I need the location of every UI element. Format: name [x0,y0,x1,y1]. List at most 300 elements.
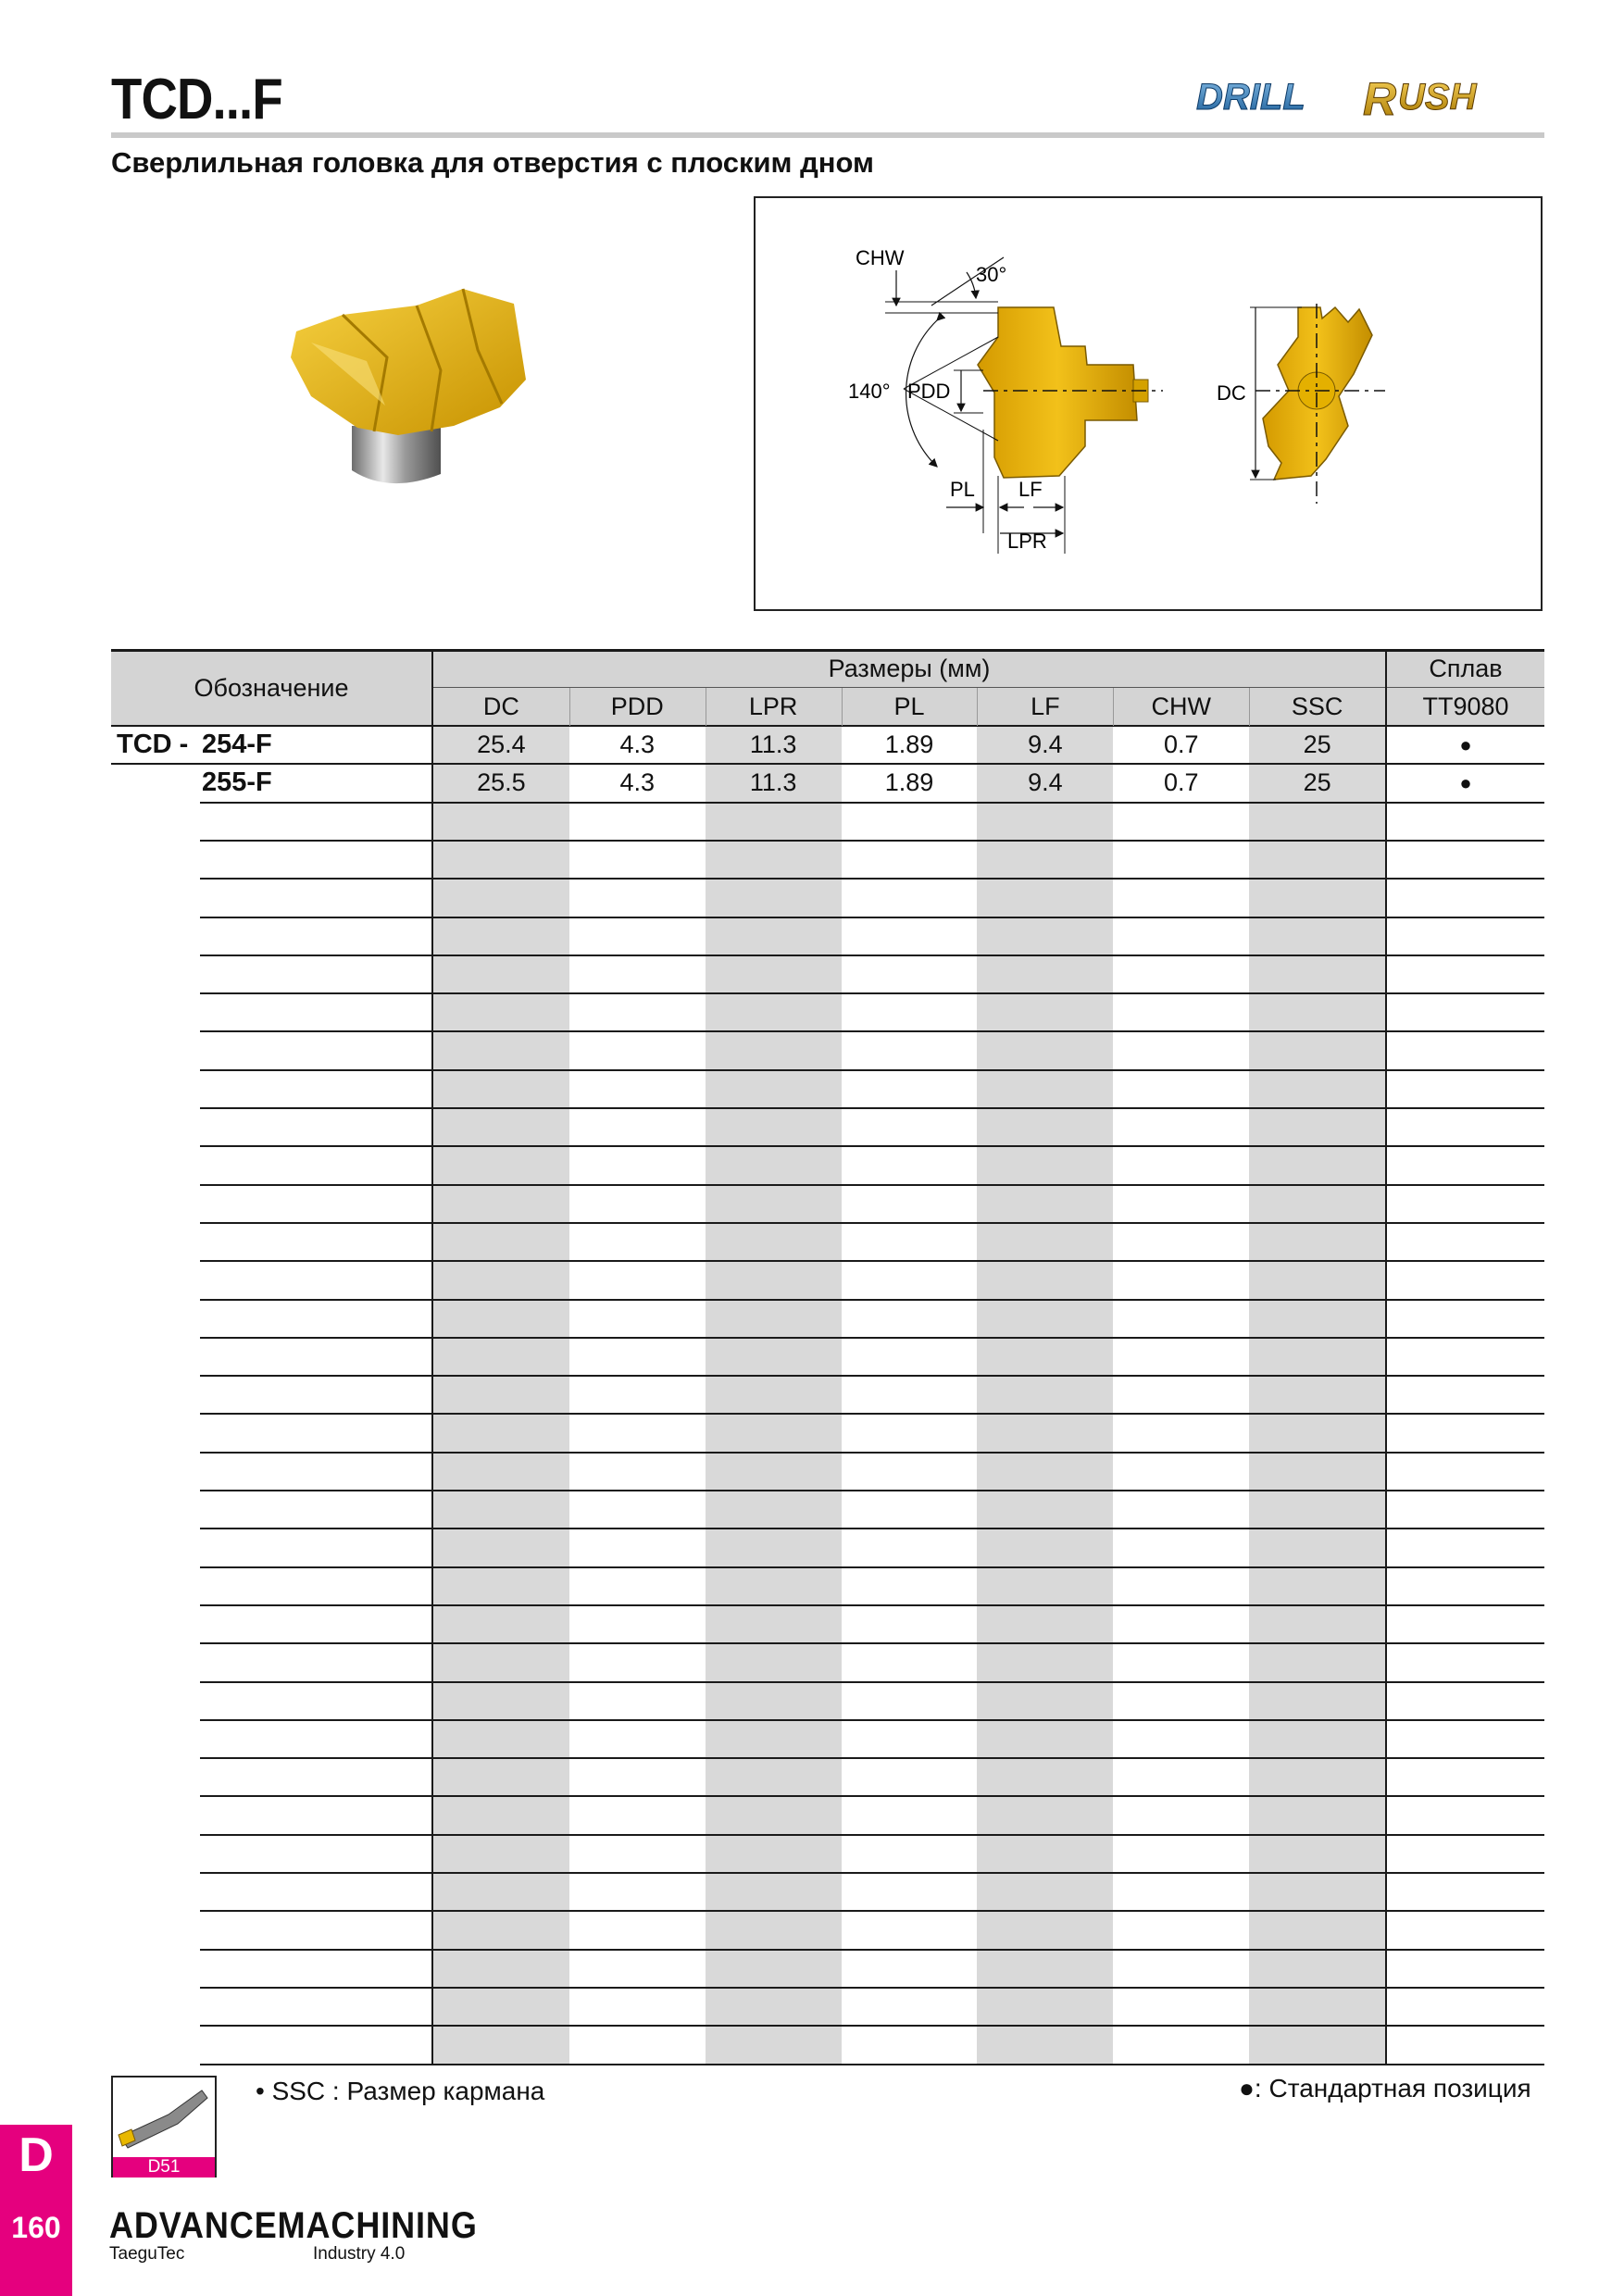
cell-pdd [569,1835,706,1873]
cell-pdd [569,1300,706,1338]
row-divider [200,1107,1544,1109]
column-divider [842,688,843,726]
grade-code-label: TT9080 [1422,693,1509,720]
row-divider [200,1834,1544,1836]
cell-ssc [1249,1758,1385,1796]
cell-pdd [569,1031,706,1069]
cell-dc [433,1376,569,1414]
cell-lf [977,803,1113,841]
cell-chw [1113,1567,1249,1605]
cell-dc [433,1491,569,1529]
advance-machining-logo [109,2205,478,2247]
grade-header-label: Сплав [1429,655,1503,682]
cell-chw [1113,1261,1249,1299]
row-divider [200,1260,1544,1262]
svg-text:DRILL: DRILL [1196,77,1305,118]
cell-lpr [706,1108,842,1146]
column-header-chw: CHW [1113,688,1249,726]
cell-pdd [569,1491,706,1529]
cell-chw [1113,1031,1249,1069]
cell-lpr [706,803,842,841]
cell-dc [433,993,569,1031]
cell-ssc [1249,1491,1385,1529]
cell-lf [977,841,1113,879]
page-number: 160 [11,2211,61,2244]
cell-dc [433,1146,569,1184]
cell-chw [1113,1529,1249,1566]
table-row [111,1453,1544,1491]
cell-dc [433,1223,569,1261]
cell-pl [842,1300,978,1338]
cell-ssc [1249,917,1385,955]
table-row [111,1376,1544,1414]
cell-ssc [1249,1261,1385,1299]
row-divider [200,2025,1544,2027]
cell-ssc [1249,1911,1385,1949]
table-top-border [111,649,1544,652]
table-row [111,1300,1544,1338]
cell-chw [1113,1873,1249,1911]
cell-lf [977,1835,1113,1873]
cell-lpr [706,1031,842,1069]
cell-pl [842,1873,978,1911]
designation-header [111,650,431,726]
row-divider [200,1949,1544,1951]
cell-pdd [569,993,706,1031]
cell-chw: 0.7 [1163,730,1199,759]
cell-pdd [569,2026,706,2064]
row-divider [200,840,1544,842]
grade-availability-mark: ● [1459,732,1472,756]
cell-pl [842,1605,978,1643]
cell-chw [1113,955,1249,993]
designation-header-label: Обозначение [194,673,349,702]
cell-chw [1113,1720,1249,1758]
cell-dc [433,1108,569,1146]
cell-lf [977,1796,1113,1834]
cell-chw [1113,993,1249,1031]
cell-dc [433,1529,569,1566]
cell-pdd [569,1108,706,1146]
row-divider [200,1145,1544,1147]
cell-lf [977,1108,1113,1146]
cell-pl [842,1338,978,1376]
page-title: TCD...F [111,68,282,131]
cell-lf [977,2026,1113,2064]
row-divider [200,1528,1544,1529]
cell-lf [977,1453,1113,1491]
cell-ssc [1249,1185,1385,1223]
lf-label: LF [1018,478,1043,501]
cell-pdd [569,1682,706,1720]
cell-pl [842,1376,978,1414]
cell-lpr [706,1873,842,1911]
cell-lf [977,1070,1113,1108]
cell-pdd [569,917,706,955]
cell-lpr [706,1223,842,1261]
cell-ssc [1249,1567,1385,1605]
table-row [111,1414,1544,1452]
cell-lpr [706,1146,842,1184]
table-row [111,726,1544,764]
cell-lpr [706,879,842,917]
cell-dc [433,1720,569,1758]
table-row [111,1491,1544,1529]
cell-pl [842,1835,978,1873]
cell-ssc: 25 [1249,764,1385,802]
cell-pdd [569,841,706,879]
table-row [111,1338,1544,1376]
cell-pdd [569,1070,706,1108]
cell-dc [433,1911,569,1949]
cell-pdd [569,1529,706,1566]
cell-lf [977,1376,1113,1414]
row-divider [200,878,1544,880]
cell-pdd [569,1567,706,1605]
cell-lpr: 11.3 [706,764,842,802]
cell-lf [977,1300,1113,1338]
cell-dc [433,1261,569,1299]
table-row [111,803,1544,841]
cell-ssc [1249,803,1385,841]
dimensions-header [433,650,1385,688]
cell-ssc [1249,1300,1385,1338]
cell-lpr [706,841,842,879]
row-divider [200,1604,1544,1606]
cell-pl [842,1108,978,1146]
cell-pdd [569,879,706,917]
table-row [111,1185,1544,1223]
cell-pl [842,1070,978,1108]
cell-lf [977,1950,1113,1988]
cell-chw [1113,803,1249,841]
cell-pl [842,1146,978,1184]
cell-dc [433,841,569,879]
table-row [111,1796,1544,1834]
drill-head-photo [278,268,546,509]
page-subtitle: Сверлильная головка для отверстия с плоским дном [111,146,874,179]
grade-code-header [1387,688,1544,726]
cell-ssc [1249,1796,1385,1834]
table-row [111,1835,1544,1873]
table-row [111,1223,1544,1261]
row-divider [200,917,1544,918]
cell-dc [433,1950,569,1988]
cell-lf [977,1414,1113,1452]
row-divider [200,1413,1544,1415]
cell-lf [977,1031,1113,1069]
cell-chw [1113,1338,1249,1376]
cell-pl [842,1031,978,1069]
chw-label: CHW [856,246,905,269]
cell-lf [977,1185,1113,1223]
header-bottom-border [111,725,1544,727]
cell-lf [977,1720,1113,1758]
cell-ssc [1249,1720,1385,1758]
cell-ssc [1249,1223,1385,1261]
cell-ssc [1249,993,1385,1031]
row-divider [200,1795,1544,1797]
cell-lpr [706,1720,842,1758]
row-divider [200,992,1544,994]
cell-lpr [706,1988,842,2026]
cell-pdd [569,1720,706,1758]
cell-pdd [569,955,706,993]
cell-lf [977,1146,1113,1184]
pl-label: PL [950,478,975,501]
cell-pl [842,1453,978,1491]
cell-lf [977,879,1113,917]
cell-dc [433,1567,569,1605]
cell-lpr [706,1338,842,1376]
cell-dc [433,1185,569,1223]
angle-140-label: 140° [848,380,891,403]
cell-dc [433,1300,569,1338]
row-divider [200,1030,1544,1032]
cell-lpr [706,1376,842,1414]
cell-pdd [569,1453,706,1491]
cell-ssc [1249,1146,1385,1184]
cell-lf [977,1261,1113,1299]
cell-chw [1113,1796,1249,1834]
column-divider [1249,688,1250,726]
row-divider [200,1222,1544,1224]
cell-pl: 1.89 [884,730,934,759]
column-header-lpr: LPR [706,688,842,726]
cell-dc [433,1835,569,1873]
cell-pdd [569,1796,706,1834]
advance-machining-logo-text: ADVANCEMACHINING [109,2205,478,2246]
cell-chw [1113,2026,1249,2064]
cell-lpr [706,1835,842,1873]
cell-chw [1113,1911,1249,1949]
table-row [111,1605,1544,1643]
cell-chw [1113,1758,1249,1796]
cell-chw [1113,1605,1249,1643]
cell-lf [977,1758,1113,1796]
svg-text:R: R [1363,73,1397,125]
column-header-dc: DC [433,688,569,726]
row-divider [200,1757,1544,1759]
cell-pl [842,1911,978,1949]
table-row [111,1682,1544,1720]
table-row [111,993,1544,1031]
grade-header [1387,650,1544,688]
cell-ssc [1249,1643,1385,1681]
cell-chw [1113,1185,1249,1223]
cell-lpr [706,1529,842,1566]
cell-pl [842,1988,978,2026]
svg-text:USH: USH [1398,77,1477,118]
cell-pl [842,1682,978,1720]
cell-lf [977,1529,1113,1566]
header-divider [433,687,1544,688]
cell-lf [977,1873,1113,1911]
cell-pdd [569,803,706,841]
cell-chw [1113,1988,1249,2026]
cell-dc: 25.5 [433,764,569,802]
cell-chw [1113,1414,1249,1452]
cell-dc [433,1643,569,1681]
cell-chw [1113,1108,1249,1146]
cell-lpr [706,1758,842,1796]
table-row [111,955,1544,993]
cell-chw [1113,1643,1249,1681]
row-divider [200,1910,1544,1912]
row-divider [111,763,1544,765]
table-row [111,764,1544,802]
cell-ssc [1249,1529,1385,1566]
cell-ssc [1249,841,1385,879]
table-row [111,1261,1544,1299]
row-divider [200,1069,1544,1071]
cell-pl [842,1567,978,1605]
cell-ssc [1249,1414,1385,1452]
cell-ssc [1249,879,1385,917]
cell-dc [433,1338,569,1376]
cell-dc [433,955,569,993]
cell-lf [977,1988,1113,2026]
column-header-pl: PL [842,688,978,726]
section-letter: D [19,2128,54,2182]
table-row [111,1911,1544,1949]
cell-pl [842,1643,978,1681]
cell-chw: 0.7 [1163,768,1199,797]
cell-ssc [1249,1950,1385,1988]
cell-pl [842,1261,978,1299]
cell-pl [842,1491,978,1529]
cell-chw [1113,1146,1249,1184]
row-divider [200,1490,1544,1491]
technical-drawing [754,196,1543,611]
cell-ssc [1249,1031,1385,1069]
header-rule [111,132,1544,138]
column-header-pdd: PDD [569,688,706,726]
cell-lf [977,955,1113,993]
cell-pdd [569,1643,706,1681]
row-divider [200,1452,1544,1454]
cell-lf [977,993,1113,1031]
cell-chw [1113,1682,1249,1720]
column-divider [1113,688,1114,726]
cell-pdd [569,1988,706,2026]
table-row [111,1873,1544,1911]
row-divider [200,1566,1544,1568]
cell-pl [842,1529,978,1566]
cell-ssc [1249,1453,1385,1491]
row-divider [200,1872,1544,1874]
cell-chw [1113,1376,1249,1414]
cell-chw [1113,1950,1249,1988]
cell-dc [433,1031,569,1069]
cell-ssc: 25 [1249,726,1385,764]
table-row [111,1988,1544,2026]
cell-ssc [1249,1108,1385,1146]
cell-lf: 9.4 [977,764,1113,802]
cell-lpr [706,1796,842,1834]
cell-lpr [706,1414,842,1452]
cell-pl [842,1414,978,1452]
cell-lpr [706,1261,842,1299]
column-divider [569,688,570,726]
standard-note: ●: Стандартная позиция [1239,2074,1531,2103]
designation-code: 254-F [202,730,272,760]
cell-ssc [1249,1988,1385,2026]
cell-lf [977,1605,1113,1643]
row-divider [200,1184,1544,1186]
cell-pl [842,803,978,841]
cell-pl [842,1758,978,1796]
cell-pdd [569,1376,706,1414]
cell-lpr [706,1567,842,1605]
table-row [111,2026,1544,2064]
taegutec-label: TaeguTec [109,2244,185,2264]
row-divider [200,1375,1544,1377]
row-divider [200,1681,1544,1683]
cell-lpr [706,1185,842,1223]
cell-dc [433,1070,569,1108]
cell-dc [433,917,569,955]
table-row [111,1031,1544,1069]
cell-lpr [706,1682,842,1720]
cell-lpr [706,1911,842,1949]
cell-lpr: 11.3 [706,726,842,764]
cell-pdd [569,1146,706,1184]
cell-pdd: 4.3 [619,768,656,797]
column-header-ssc: SSC [1249,688,1385,726]
cell-dc [433,803,569,841]
cell-dc [433,1796,569,1834]
cell-pl [842,879,978,917]
table-row [111,917,1544,955]
column-header-lf: LF [977,688,1113,726]
table-row [111,1567,1544,1605]
table-row [111,1070,1544,1108]
cell-lpr [706,2026,842,2064]
cell-pl [842,1950,978,1988]
cell-pl [842,1720,978,1758]
cell-lpr [706,955,842,993]
lpr-label: LPR [1007,530,1047,553]
cell-pdd [569,1414,706,1452]
cell-lpr [706,1453,842,1491]
table-row [111,1758,1544,1796]
table-row [111,841,1544,879]
cell-pdd [569,1873,706,1911]
cell-lf [977,917,1113,955]
cell-chw [1113,1300,1249,1338]
cell-lf [977,1682,1113,1720]
designation-prefix: TCD - [117,730,189,760]
cell-lpr [706,1643,842,1681]
cell-pl [842,841,978,879]
cell-pdd [569,1185,706,1223]
cell-dc [433,1453,569,1491]
cell-chw [1113,917,1249,955]
cell-pl [842,955,978,993]
table-row [111,1108,1544,1146]
cell-chw [1113,1453,1249,1491]
cell-pl [842,1796,978,1834]
thumbnail-page-ref[interactable]: D51 [113,2157,215,2177]
grade-availability-mark: ● [1459,770,1472,794]
cell-lpr [706,1070,842,1108]
cell-lf [977,1491,1113,1529]
cell-lf: 9.4 [977,726,1113,764]
cell-dc [433,879,569,917]
row-divider [200,1299,1544,1301]
cell-ssc [1249,1682,1385,1720]
